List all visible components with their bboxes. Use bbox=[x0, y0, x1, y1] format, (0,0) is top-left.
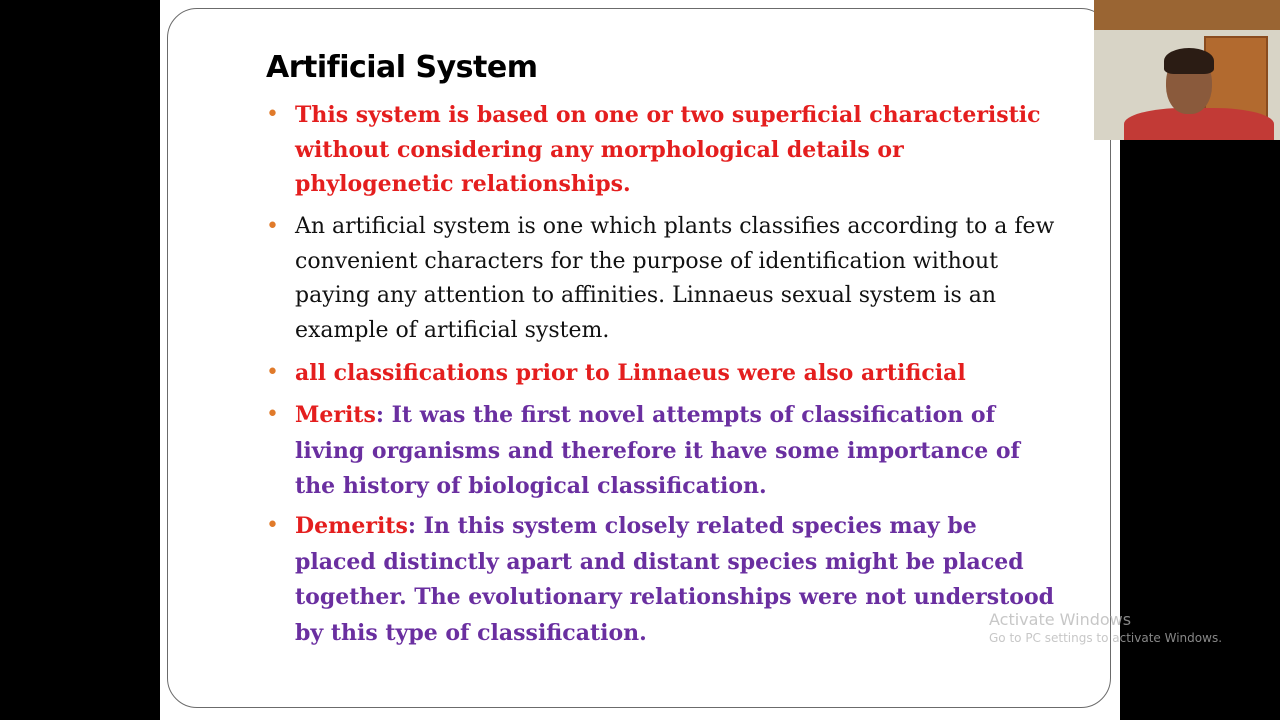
bullet-icon: • bbox=[266, 513, 279, 538]
bullet-item-2 bbox=[266, 210, 1056, 348]
watermark-title: Activate Windows bbox=[989, 610, 1132, 629]
bullet-text-2: An artificial system is one which plants classifies according to a few convenient characters for the purpose of identification without paying any attention to affinities. Linnaeus sexual system is an example of artificial system. bbox=[295, 214, 1055, 343]
bullet-item-1 bbox=[266, 98, 1056, 202]
bullet-text-3: all classifications prior to Linnaeus were also artificial bbox=[295, 360, 966, 386]
merits-text: : It was the first novel attempts of classification of living organisms and therefore it have some importance of the history of biological classification. bbox=[295, 402, 1021, 499]
bullet-text-1: This system is based on one or two superficial characteristic without considering any morphological details or phylogenetic relationships. bbox=[295, 102, 1041, 197]
demerits-text: : In this system closely related species may be placed distinctly apart and distant species might be placed together. The evolutionary relationships were not understood by this type of classification. bbox=[295, 513, 1055, 646]
bullet-icon: • bbox=[266, 214, 279, 239]
webcam-background-beam bbox=[1094, 0, 1280, 30]
webcam-video-feed bbox=[1094, 0, 1280, 140]
slide-area bbox=[160, 0, 1120, 720]
demerits-label: Demerits bbox=[295, 513, 408, 539]
bullet-text-demerits bbox=[295, 509, 1056, 651]
bullet-icon: • bbox=[266, 102, 279, 127]
bullet-item-merits bbox=[266, 398, 1056, 505]
watermark-subtitle: Go to PC settings to activate Windows. bbox=[989, 631, 1223, 645]
bullet-text-merits bbox=[295, 398, 1056, 505]
activate-windows-watermark bbox=[989, 610, 1222, 645]
bullet-icon: • bbox=[266, 402, 279, 427]
slide-title: Artificial System bbox=[266, 50, 538, 85]
merits-label: Merits bbox=[295, 402, 376, 428]
bullet-icon: • bbox=[266, 360, 279, 385]
webcam-presenter-body bbox=[1124, 108, 1274, 140]
webcam-presenter-hair bbox=[1164, 48, 1214, 74]
bullet-item-3 bbox=[266, 356, 1056, 391]
bullet-item-demerits bbox=[266, 509, 1056, 651]
